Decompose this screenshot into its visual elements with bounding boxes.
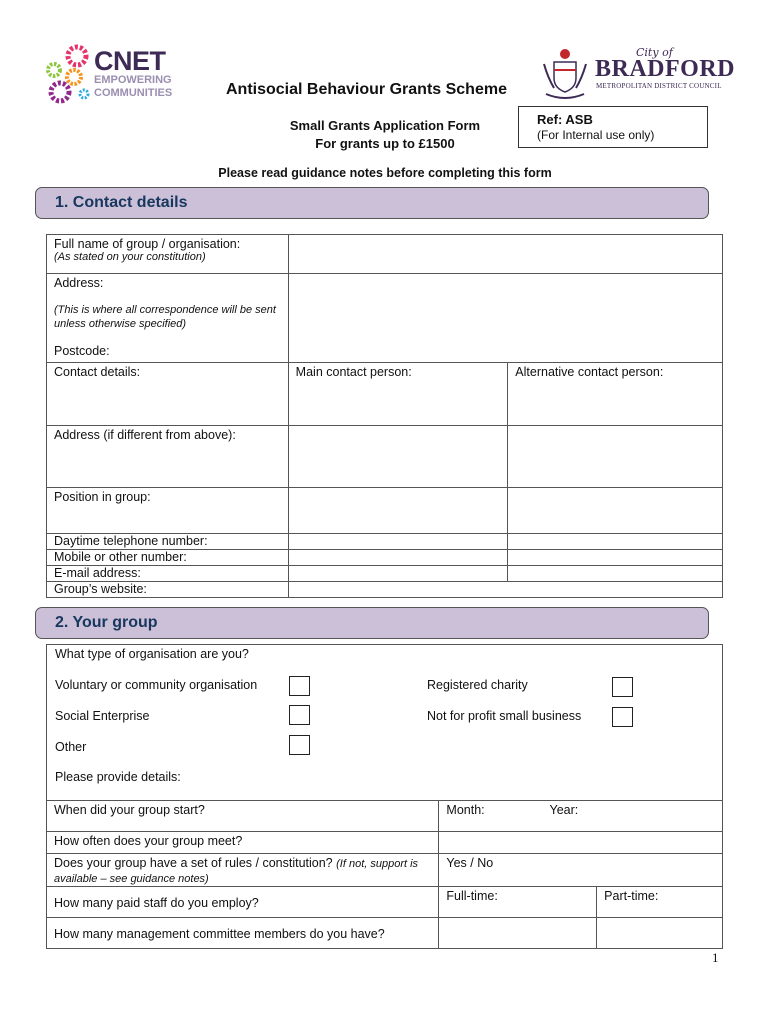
subtitle-line-2: For grants up to £1500	[315, 136, 455, 151]
charity-label: Registered charity	[427, 678, 528, 692]
main-contact-label: Main contact person:	[295, 365, 412, 379]
group-info-table	[46, 800, 723, 949]
website-field[interactable]	[288, 582, 722, 598]
alt-daytime-phone-field[interactable]	[508, 534, 723, 550]
address-field[interactable]	[288, 274, 722, 363]
voluntary-checkbox[interactable]	[289, 676, 310, 696]
other-checkbox[interactable]	[289, 735, 310, 755]
page-number: 1	[712, 950, 719, 965]
address-label: Address:	[54, 276, 104, 290]
form-title: Antisocial Behaviour Grants Scheme	[226, 81, 507, 98]
gears-icon	[44, 44, 94, 106]
org-type-question: What type of organisation are you?	[55, 647, 249, 661]
provide-details-label: Please provide details:	[55, 770, 181, 784]
address-label-cell	[47, 274, 289, 363]
start-date-field[interactable]	[439, 801, 723, 832]
fulltime-field[interactable]	[439, 887, 597, 918]
not-for-profit-checkbox[interactable]	[612, 707, 633, 727]
year-label: Year:	[549, 803, 579, 817]
start-question: When did your group start?	[47, 801, 439, 832]
main-email-field[interactable]	[288, 566, 508, 582]
group-name-field[interactable]	[288, 235, 722, 274]
alt-position-field[interactable]	[508, 488, 723, 534]
group-name-note: (As stated on your constitution)	[54, 251, 206, 263]
cnet-title: CNET	[94, 46, 166, 76]
bradford-logo	[540, 44, 735, 100]
guidance-note: Please read guidance notes before completing this form	[218, 166, 552, 180]
section-2-heading: 2. Your group	[35, 607, 709, 639]
yes-no-field[interactable]	[439, 854, 723, 887]
month-label: Month:	[446, 803, 485, 817]
social-enterprise-checkbox[interactable]	[289, 705, 310, 725]
mobile-label: Mobile or other number:	[47, 550, 289, 566]
form-subtitle	[262, 117, 508, 153]
cnet-logo	[44, 44, 194, 106]
rules-note: (If not, support is available – see guidance notes)	[54, 858, 419, 885]
org-type-box	[46, 644, 723, 801]
committee-question: How many management committee members do you have?	[47, 918, 439, 949]
meet-field[interactable]	[439, 832, 723, 854]
main-position-field[interactable]	[288, 488, 508, 534]
social-enterprise-label: Social Enterprise	[55, 709, 150, 723]
section-1-heading: 1. Contact details	[35, 187, 709, 219]
reference-box	[518, 106, 708, 148]
main-daytime-phone-field[interactable]	[288, 534, 508, 550]
bradford-city: City of	[636, 46, 673, 59]
cnet-tagline-2: COMMUNITIES	[94, 87, 173, 99]
main-alt-address-field[interactable]	[288, 426, 508, 488]
group-name-label-cell	[47, 235, 289, 274]
alt-mobile-field[interactable]	[508, 550, 723, 566]
cnet-tagline-1: EMPOWERING	[94, 74, 172, 86]
contact-details-table	[46, 234, 723, 598]
alt-email-field[interactable]	[508, 566, 723, 582]
ref-note: (For Internal use only)	[537, 128, 655, 142]
email-label: E-mail address:	[47, 566, 289, 582]
alt-alt-address-field[interactable]	[508, 426, 723, 488]
meet-question: How often does your group meet?	[47, 832, 439, 854]
staff-question: How many paid staff do you employ?	[47, 887, 439, 918]
daytime-phone-label: Daytime telephone number:	[47, 534, 289, 550]
yes-no-label: Yes / No	[446, 856, 494, 870]
group-name-label: Full name of group / organisation:	[54, 237, 241, 251]
contact-details-label: Contact details:	[47, 363, 289, 426]
position-label: Position in group:	[47, 488, 289, 534]
voluntary-label: Voluntary or community organisation	[55, 678, 258, 692]
cnet-tagline	[94, 74, 172, 100]
alt-contact-field[interactable]	[508, 363, 723, 426]
parttime-label: Part-time:	[604, 889, 659, 903]
committee-field[interactable]	[439, 918, 597, 949]
alt-address-label: Address (if different from above):	[47, 426, 289, 488]
charity-checkbox[interactable]	[612, 677, 633, 697]
address-note: (This is where all correspondence will be sent unless otherwise specified)	[54, 304, 276, 330]
other-label: Other	[55, 740, 87, 754]
subtitle-line-1: Small Grants Application Form	[289, 118, 481, 133]
ref-label: Ref: ASB	[537, 112, 593, 127]
bradford-subtitle: METROPOLITAN DISTRICT COUNCIL	[596, 82, 722, 90]
committee-field-2[interactable]	[597, 918, 723, 949]
main-mobile-field[interactable]	[288, 550, 508, 566]
main-contact-field[interactable]	[288, 363, 508, 426]
website-label: Group’s website:	[47, 582, 289, 598]
not-for-profit-label: Not for profit small business	[427, 709, 582, 723]
rules-question: Does your group have a set of rules / constitution?	[54, 856, 333, 870]
rules-question-cell	[47, 854, 439, 887]
coat-of-arms-icon	[540, 44, 592, 100]
fulltime-label: Full-time:	[446, 889, 498, 903]
bradford-name: BRADFORD	[595, 56, 735, 82]
alt-contact-label: Alternative contact person:	[515, 365, 664, 379]
postcode-label: Postcode:	[54, 344, 110, 358]
parttime-field[interactable]	[597, 887, 723, 918]
